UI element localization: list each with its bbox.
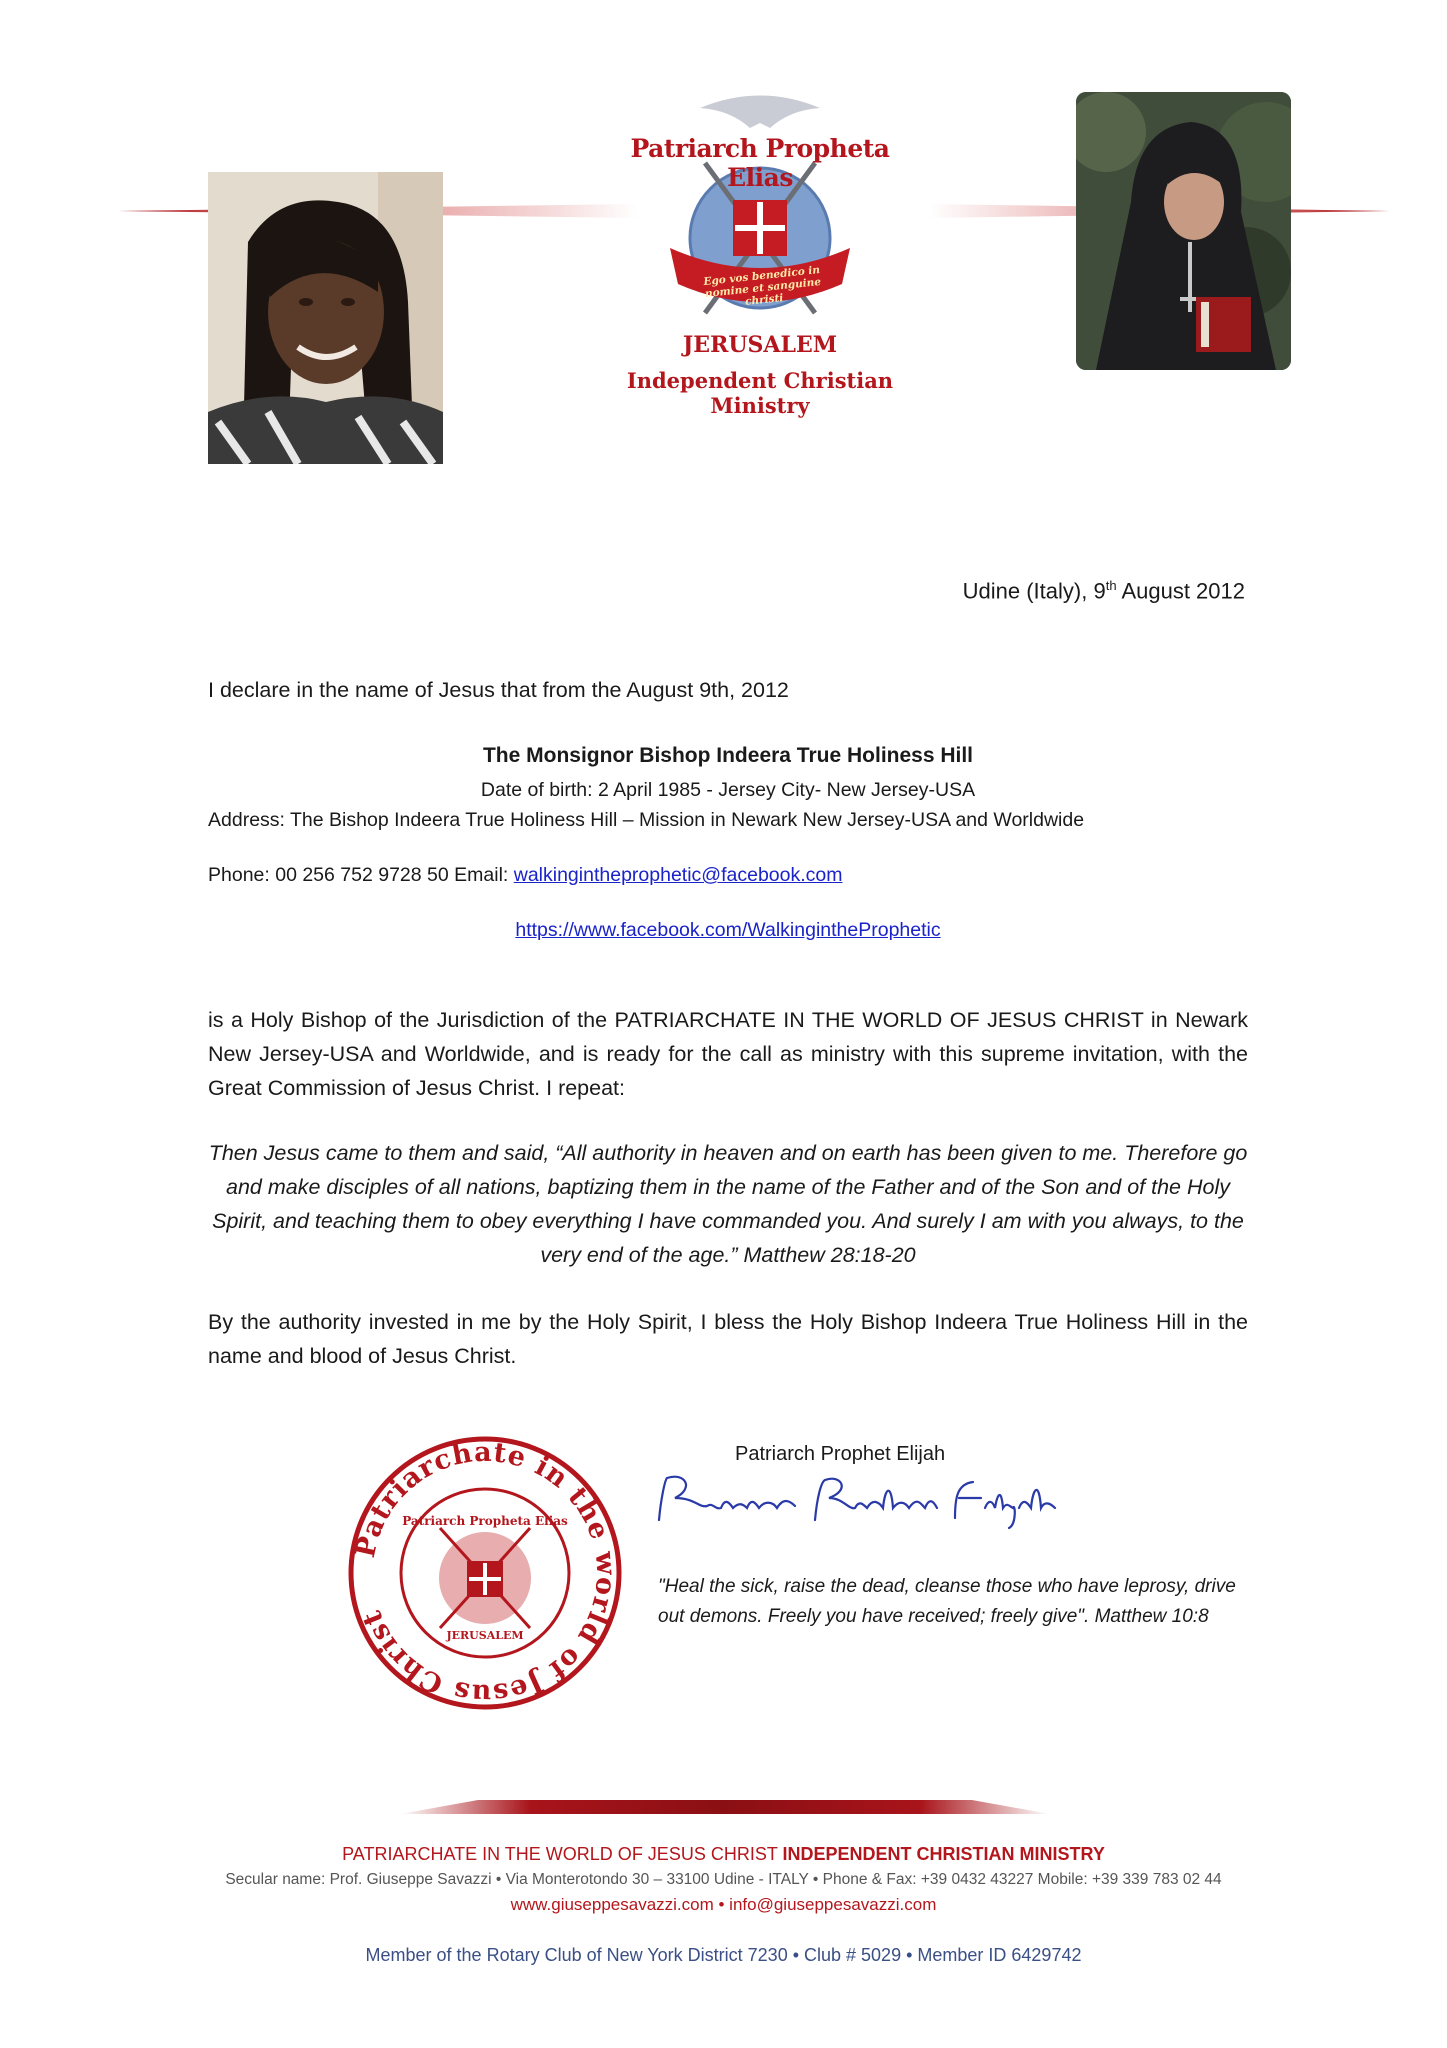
signatory-name: Patriarch Prophet Elijah xyxy=(735,1443,946,1465)
seal-ring-text: Patriarchate in the world of Jesus Christ xyxy=(349,1436,622,1710)
facebook-url-line xyxy=(208,919,1248,942)
logo-ministry: Independent Christian Ministry xyxy=(626,368,894,418)
signature-quote: "Heal the sick, raise the dead, cleanse those who have leprosy, drive out demons. Freely you have received; freely give". Matthew 10:8 xyxy=(658,1576,1236,1627)
phone-label: Phone: 00 256 752 9728 50 Email: xyxy=(208,864,514,886)
ministry-logo xyxy=(610,88,910,418)
body-paragraph-2: By the authority invested in me by the Holy Spirit, I bless the Holy Bishop Indeera True Holiness Hill in the name and blood of Jesus Christ. xyxy=(208,1310,1248,1368)
footer-secular-info: Secular name: Prof. Giuseppe Savazzi • Via Monterotondo 30 – 33100 Udine - ITALY • Phone & Fax: +39 0432 43227 Mobile: +39 339 783 02 44 xyxy=(225,1871,1222,1888)
logo-title: Patriarch Propheta Elias xyxy=(630,134,890,192)
facebook-link[interactable]: https://www.facebook.com/WalkingintheProphetic xyxy=(515,919,941,941)
patriarch-portrait-photo xyxy=(1076,92,1291,370)
body-paragraph-1: is a Holy Bishop of the Jurisdiction of the PATRIARCHATE IN THE WORLD OF JESUS CHRIST in Newark New Jersey-USA and Worldwide, and is ready for the call as ministry with this supreme invitation, with the Great Commission of Jesus Christ. I repeat: xyxy=(208,1008,1248,1100)
date-of-birth: Date of birth: 2 April 1985 - Jersey City- New Jersey-USA xyxy=(480,779,976,801)
footer-web-email[interactable]: www.giuseppesavazzi.com • info@giuseppesavazzi.com xyxy=(510,1895,937,1914)
footer-organization: PATRIARCHATE IN THE WORLD OF JESUS CHRIST INDEPENDENT CHRISTIAN MINISTRY xyxy=(342,1844,1105,1864)
patriarchate-seal xyxy=(345,1433,625,1713)
scripture-quote: Then Jesus came to them and said, “All authority in heaven and on earth has been given to me. Therefore go and make disciples of all nations, baptizing them in the name of the Father and of the Son and of the Holy Spirit, and teaching them to obey everything I have commanded you. And surely I am with you always, to the very end of the age.” Matthew 28:18-20 xyxy=(208,1141,1248,1267)
address-line: Address: The Bishop Indeera True Holiness Hill – Mission in Newark New Jersey-USA and Worldwide xyxy=(208,809,1085,831)
letter-date: Udine (Italy), 9th August 2012 xyxy=(962,578,1245,604)
bishop-portrait-photo xyxy=(208,172,443,464)
seal-inner-city: JERUSALEM xyxy=(446,1629,524,1642)
footer-rotary: Member of the Rotary Club of New York District 7230 • Club # 5029 • Member ID 6429742 xyxy=(365,1945,1082,1965)
seal-inner-title: Patriarch Propheta Elias xyxy=(402,1514,568,1528)
declaration-line: I declare in the name of Jesus that from the August 9th, 2012 xyxy=(208,678,789,702)
footer-divider xyxy=(400,1800,1050,1814)
contact-line xyxy=(208,864,842,887)
email-link[interactable]: walkingintheprophetic@facebook.com xyxy=(513,864,843,886)
logo-banner-text: Ego vos benedico in nomine et sanguine christi xyxy=(702,263,822,308)
logo-city: JERUSALEM xyxy=(682,332,838,358)
handwritten-signature xyxy=(655,1468,1095,1532)
bishop-name: The Monsignor Bishop Indeera True Holiness Hill xyxy=(482,744,974,767)
